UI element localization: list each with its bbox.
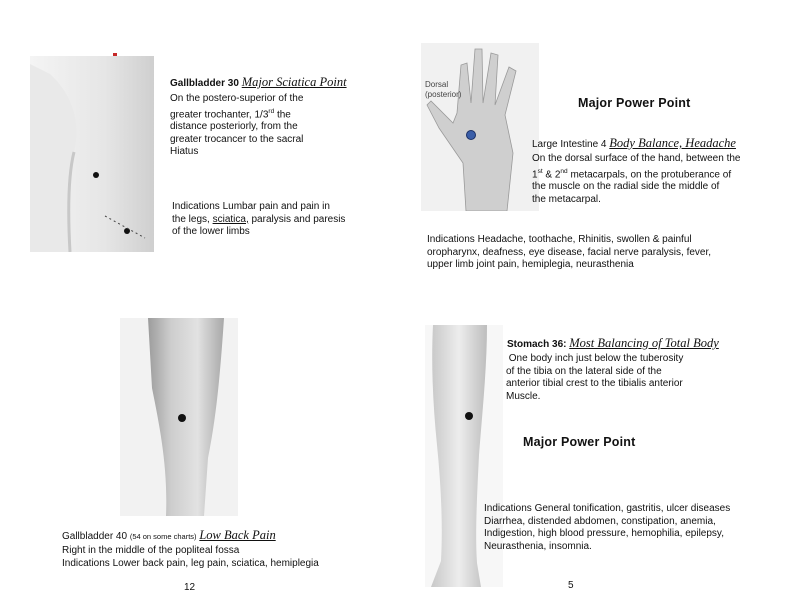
- gb30-location-line: On the postero-superior of the: [170, 93, 304, 104]
- st36-title-row: [507, 337, 719, 352]
- li4-indications: Indications Headache, toothache, Rhinitis, swollen & painful oropharynx, deafness, eye disease, facial nerve paralysis, fever, upper limb joint pain, hemiplegia, neurasthenia: [427, 234, 712, 270]
- li4-indications-bold: Headache, toothache,: [477, 234, 576, 245]
- red-mark: [113, 53, 117, 56]
- li4-point-title: Body Balance, Headache: [609, 136, 736, 150]
- gb40-text: [62, 545, 362, 570]
- st36-point-name: Stomach 36:: [507, 339, 567, 350]
- gb40-indications-text: Lower back pain, leg pain, sciatica, hemiplegia: [112, 557, 319, 569]
- li4-indications-label: Indications: [427, 234, 475, 245]
- li4-title-row: [532, 137, 736, 152]
- gb40-note: (54 on some charts): [129, 532, 197, 541]
- gb30-point-name: Gallbladder 30: [170, 78, 239, 89]
- page-number-right: 5: [568, 580, 574, 591]
- gb30-indications-label: Indications: [172, 201, 220, 212]
- li4-point-name: Large Intestine 4: [532, 139, 607, 150]
- st36-indications: Indications General tonification, gastritis, ulcer diseases Diarrhea, distended abdomen, constipation, anemia, Indigestion, high blood pressure, hemophilia, epilepsy, Neurasthenia, insomnia.: [484, 503, 731, 552]
- st36-point-title: Most Balancing of Total Body: [569, 336, 719, 350]
- gb40-point-title: Low Back Pain: [199, 528, 276, 542]
- knee-photo: [120, 318, 238, 516]
- hand-photo: [421, 43, 539, 211]
- st36-indications-label: Indications: [484, 503, 532, 514]
- gb30-indications-text: Lumbar pain and pain in: [222, 201, 330, 212]
- hand-label-dorsal: Dorsal: [425, 80, 449, 89]
- gb30-location-line: distance posteriorly, from the: [170, 121, 298, 133]
- li4-heading: Major Power Point: [578, 96, 691, 110]
- hip-photo: [30, 56, 154, 252]
- gb30-marker-dot: [93, 172, 99, 178]
- gb40-point-name: Gallbladder 40: [62, 531, 128, 542]
- page-number-left: 12: [184, 582, 196, 593]
- gb40-indications-label: Indications: [62, 557, 110, 569]
- li4-location: On the dorsal surface of the hand, between the 1st & 2nd metacarpals, on the protuberance of the muscle on the radial side the middle of the metacarpal.: [532, 153, 741, 205]
- gb30-location-line: greater trochanter, 1/3rd the: [170, 107, 291, 120]
- gb30-location: [170, 93, 350, 159]
- st36-heading: Major Power Point: [523, 435, 636, 449]
- gb40-location: Right in the middle of the popliteal fossa: [62, 545, 240, 556]
- gb30-location-line: Hiatus: [170, 146, 199, 158]
- hand-label-posterior: (posterior): [425, 90, 462, 99]
- gb30-indications: Indications Lumbar pain and pain in the legs, sciatica, paralysis and paresis of the lower limbs: [172, 201, 346, 237]
- gb40-title-row: [62, 529, 276, 544]
- gb30-location-line: greater trocancer to the sacral: [170, 133, 304, 145]
- gb30-point-title: Major Sciatica Point: [241, 75, 347, 89]
- gb30-title-row: [170, 76, 347, 91]
- st36-location: One body inch just below the tuberosity of the tibia on the lateral side of the anterior tibial crest to the tibialis anterior Muscle.: [506, 353, 684, 402]
